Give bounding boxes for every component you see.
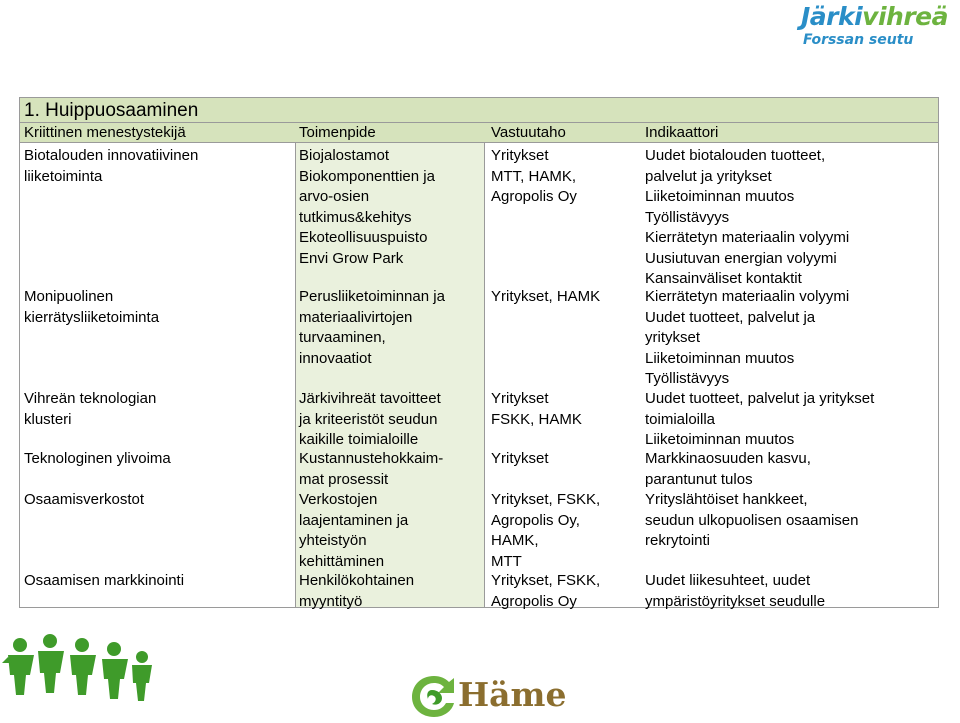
table-cell-indicator (645, 389, 874, 451)
table-cell-owner (491, 146, 577, 208)
cell-line: MTT, HAMK, (491, 167, 576, 185)
cell-line: kaikille toimialoille (299, 431, 419, 448)
cell-line: materiaalivirtojen (299, 308, 413, 326)
hame-swirl-icon (408, 672, 460, 720)
table-cell-indicator (645, 449, 811, 490)
cell-line: turvaaminen, (299, 329, 386, 346)
table-cell-owner (491, 571, 600, 612)
cell-line: Monipuolinen (24, 288, 114, 305)
cell-line: Agropolis Oy, (491, 511, 580, 529)
cell-line: klusteri (24, 410, 72, 428)
cell-line: Biokomponenttien ja (299, 167, 435, 185)
cell-line: Biotalouden innovatiivinen (24, 147, 199, 164)
cell-line: tutkimus&kehitys (299, 208, 412, 226)
cell-line: Työllistävyys (645, 208, 730, 226)
cell-line: rekrytointi (645, 532, 711, 549)
cell-line: Uusiutuvan energian volyymi (645, 249, 837, 267)
cell-line: kehittäminen (299, 552, 385, 570)
cell-line: kierrätysliiketoiminta (24, 308, 160, 326)
table-cell-indicator (645, 146, 849, 290)
cell-line: Kansainväliset kontaktit (645, 270, 802, 287)
table-cell-factor (24, 146, 198, 187)
table-cell-action (299, 571, 414, 612)
cell-line: Yritykset, FSKK, (491, 491, 601, 508)
column-header-owner: Vastuutaho (491, 124, 566, 141)
table-cell-factor (24, 571, 184, 592)
cell-line: Yritykset, HAMK (491, 288, 601, 305)
cell-line: Yritykset, FSKK, (491, 572, 601, 589)
cell-line: Liiketoiminnan muutos (645, 188, 795, 205)
cell-line: Työllistävyys (645, 370, 730, 387)
cell-line: Kierrätetyn materiaalin volyymi (645, 288, 850, 305)
cell-line: HAMK, (491, 532, 539, 549)
cell-line: Uudet biotalouden tuotteet, (645, 147, 826, 164)
table-cell-factor (24, 490, 144, 511)
cell-line: Verkostojen (299, 491, 378, 508)
table-cell-factor (24, 389, 156, 430)
cell-line: Uudet tuotteet, palvelut ja yritykset (645, 390, 875, 407)
strategy-table (19, 97, 939, 608)
section-heading: 1. Huippuosaaminen (20, 98, 938, 123)
cell-line: Kierrätetyn materiaalin volyymi (645, 229, 850, 246)
table-cell-action (299, 449, 443, 490)
cell-line: Osaamisen markkinointi (24, 572, 185, 589)
cell-line: innovaatiot (299, 349, 372, 367)
people-chain-icon (0, 623, 160, 723)
cell-line: Markkinaosuuden kasvu, (645, 450, 811, 467)
cell-line: Osaamisverkostot (24, 491, 145, 508)
cell-line: mat prosessit (299, 470, 389, 488)
table-cell-action (299, 287, 445, 369)
cell-line: palvelut ja yritykset (645, 167, 772, 185)
brand-name-second: vihreä (862, 2, 948, 31)
brand-name-first: Järki (800, 2, 863, 31)
cell-line: toimialoilla (645, 410, 716, 428)
table-cell-action (299, 146, 435, 269)
column-header-row (20, 123, 938, 143)
table-cell-owner (491, 449, 549, 470)
cell-line: Teknologinen ylivoima (24, 450, 171, 467)
cell-line: Ekoteollisuuspuisto (299, 229, 428, 246)
cell-line: MTT (491, 552, 522, 570)
cell-line: Vihreän teknologian (24, 390, 157, 407)
cell-line: yritykset (645, 329, 701, 346)
jarkivihrea-logo (801, 2, 948, 48)
cell-line: ympäristöyritykset seudulle (645, 592, 826, 610)
table-cell-indicator (645, 490, 858, 552)
table-cell-indicator (645, 571, 825, 612)
cell-line: liiketoiminta (24, 167, 103, 185)
brand-name (801, 2, 948, 32)
table-cell-owner (491, 287, 600, 308)
cell-line: Envi Grow Park (299, 249, 404, 267)
brand-subtitle: Forssan seutu (802, 32, 914, 48)
cell-line: Yritykset (491, 450, 549, 467)
cell-line: Yritykset (491, 390, 549, 407)
cell-line: Biojalostamot (299, 147, 390, 164)
hame-logo-text: Häme (458, 675, 567, 714)
cell-line: myyntityö (299, 592, 363, 610)
cell-line: Henkilökohtainen (299, 572, 415, 589)
table-cell-action (299, 490, 408, 572)
column-header-action: Toimenpide (299, 124, 376, 141)
cell-line: Liiketoiminnan muutos (645, 349, 795, 367)
cell-line: laajentaminen ja (299, 511, 409, 529)
cell-line: Perusliiketoiminnan ja (299, 288, 445, 305)
cell-line: Järkivihreät tavoitteet (299, 390, 441, 407)
table-cell-factor (24, 449, 171, 470)
cell-line: FSKK, HAMK (491, 410, 582, 428)
cell-line: arvo-osien (299, 188, 370, 205)
cell-line: Kustannustehokkaim- (299, 450, 444, 467)
column-header-factor: Kriittinen menestystekijä (24, 124, 186, 141)
cell-line: Agropolis Oy (491, 592, 577, 610)
table-cell-factor (24, 287, 159, 328)
table-cell-indicator (645, 287, 849, 390)
cell-line: Yritykset (491, 147, 549, 164)
cell-line: ja kriteeristöt seudun (299, 410, 438, 428)
table-cell-owner (491, 389, 582, 430)
cell-line: Yrityslähtöiset hankkeet, (645, 491, 808, 508)
cell-line: Agropolis Oy (491, 188, 577, 205)
cell-line: Liiketoiminnan muutos (645, 431, 795, 448)
table-cell-owner (491, 490, 600, 572)
cell-line: seudun ulkopuolisen osaamisen (645, 511, 859, 529)
table-cell-action (299, 389, 441, 451)
column-header-indicator: Indikaattori (645, 124, 719, 141)
cell-line: parantunut tulos (645, 470, 753, 488)
cell-line: Uudet tuotteet, palvelut ja (645, 308, 816, 326)
cell-line: Uudet liikesuhteet, uudet (645, 572, 811, 589)
cell-line: yhteistyön (299, 532, 367, 549)
